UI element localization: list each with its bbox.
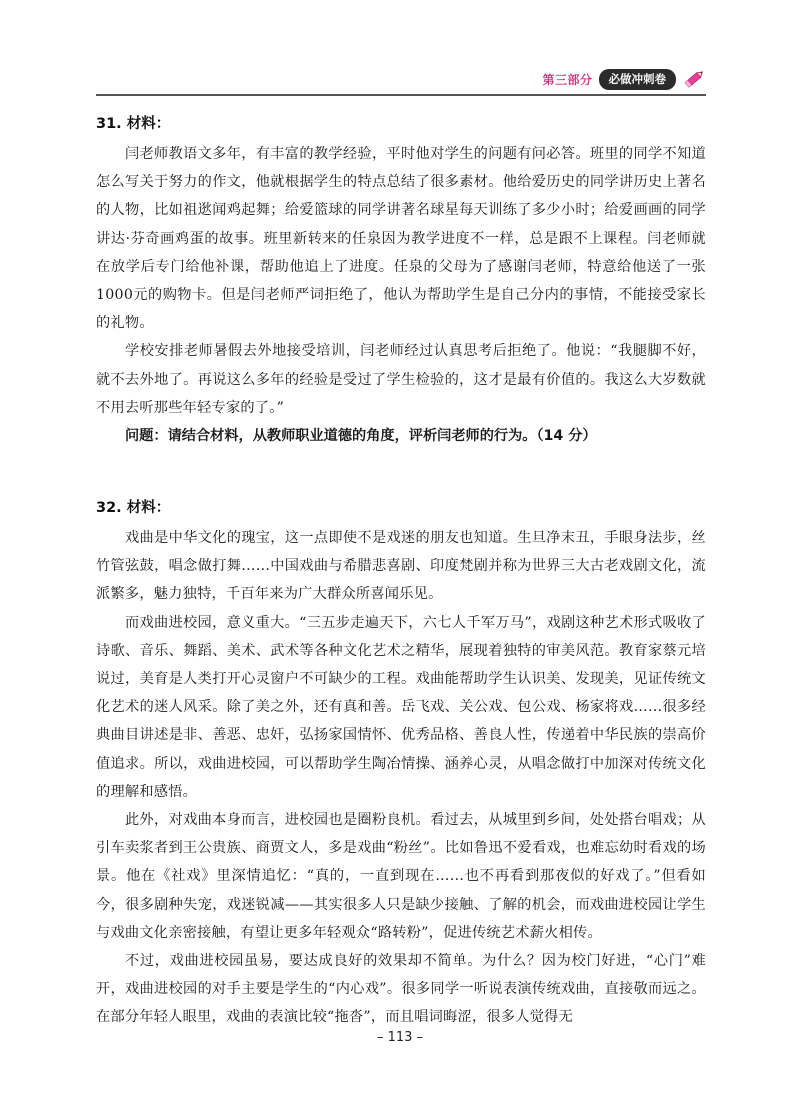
question-32: [96, 496, 706, 1032]
question-31-prompt: 问题：请结合材料，从教师职业道德的角度，评析闫老师的行为。（14 分）: [125, 428, 597, 445]
question-31: [96, 112, 706, 450]
section-label: 必做冲刺卷: [599, 69, 677, 90]
question-31-paragraph: 学校安排老师暑假去外地接受培训，闫老师经过认真思考后拒绝了。他说：“我腿脚不好，就不去外地了。再说这么多年的经验是受过了学生检验的，这才是最有价值的。我这么大岁数就不用去听那些年轻专家的了。”: [96, 343, 706, 416]
question-32-title: 32. 材料：: [96, 500, 171, 517]
pencil-icon: [682, 68, 706, 90]
part-label: 第三部分: [542, 72, 593, 87]
question-32-paragraph: 戏曲是中华文化的瑰宝，这一点即使不是戏迷的朋友也知道。生旦净末丑，手眼身法步，丝竹管弦鼓，唱念做打舞……中国戏曲与希腊悲喜剧、印度梵剧并称为世界三大古老戏剧文化，流派繁多，魅力独特，千百年来为广大群众所喜闻乐见。: [96, 530, 706, 603]
page-header: [96, 64, 706, 96]
page-number: – 113 –: [376, 1030, 424, 1045]
question-32-paragraph: 而戏曲进校园，意义重大。“三五步走遍天下，六七人千军万马”，戏剧这种艺术形式吸收了诗歌、音乐、舞蹈、美术、武术等各种文化艺术之精华，展现着独特的审美风范。教育家蔡元培说过，美育是人类打开心灵窗户不可缺少的工程。戏曲能帮助学生认识美、发现美，见证传统文化艺术的迷人风采。除了美之外，还有真和善。岳飞戏、关公戏、包公戏、杨家将戏……很多经典曲目讲述是非、善恶、忠奸，弘扬家国情怀、优秀品格、善良人性，传递着中华民族的崇高价值追求。所以，戏曲进校园，可以帮助学生陶冶情操、涵养心灵，从唱念做打中加深对传统文化的理解和感悟。: [96, 614, 706, 800]
section-tag: [542, 68, 706, 90]
question-32-paragraph: 不过，戏曲进校园虽易，要达成良好的效果却不简单。为什么？因为校门好进，“心门”难开，戏曲进校园的对手主要是学生的“内心戏”。很多同学一听说表演传统戏曲，直接敬而远之。在部分年轻人眼里，戏曲的表演比较“拖沓”，而且唱词晦涩，很多人觉得无: [96, 953, 706, 1026]
header-rule: [96, 94, 706, 96]
question-31-title: 31. 材料：: [96, 116, 171, 132]
page-content: [96, 112, 706, 1032]
question-31-paragraph: 闫老师教语文多年，有丰富的教学经验，平时他对学生的问题有问必答。班里的同学不知道怎么写关于努力的作文，他就根据学生的特点总结了很多素材。他给爱历史的同学讲历史上著名的人物，比如祖逖闻鸡起舞；给爱篮球的同学讲著名球星每天训练了多少小时；给爱画画的同学讲达·芬奇画鸡蛋的故事。班里新转来的任泉因为教学进度不一样，总是跟不上课程。闫老师就在放学后专门给他补课，帮助他追上了进度。任泉的父母为了感谢闫老师，特意给他送了一张1000元的购物卡。但是闫老师严词拒绝了，他认为帮助学生是自己分内的事情，不能接受家长的礼物。: [96, 146, 706, 332]
question-32-paragraph: 此外，对戏曲本身而言，进校园也是圈粉良机。看过去，从城里到乡间，处处搭台唱戏；从引车卖浆者到王公贵族、商贾文人，多是戏曲“粉丝”。比如鲁迅不爱看戏，也难忘幼时看戏的场景。他在《社戏》里深情追忆：“真的，一直到现在……也不再看到那夜似的好戏了。”但看如今，很多剧种失宠，戏迷锐减——其实很多人只是缺少接触、了解的机会，而戏曲进校园让学生与戏曲文化亲密接触，有望让更多年轻观众“路转粉”，促进传统艺术薪火相传。: [96, 812, 706, 941]
